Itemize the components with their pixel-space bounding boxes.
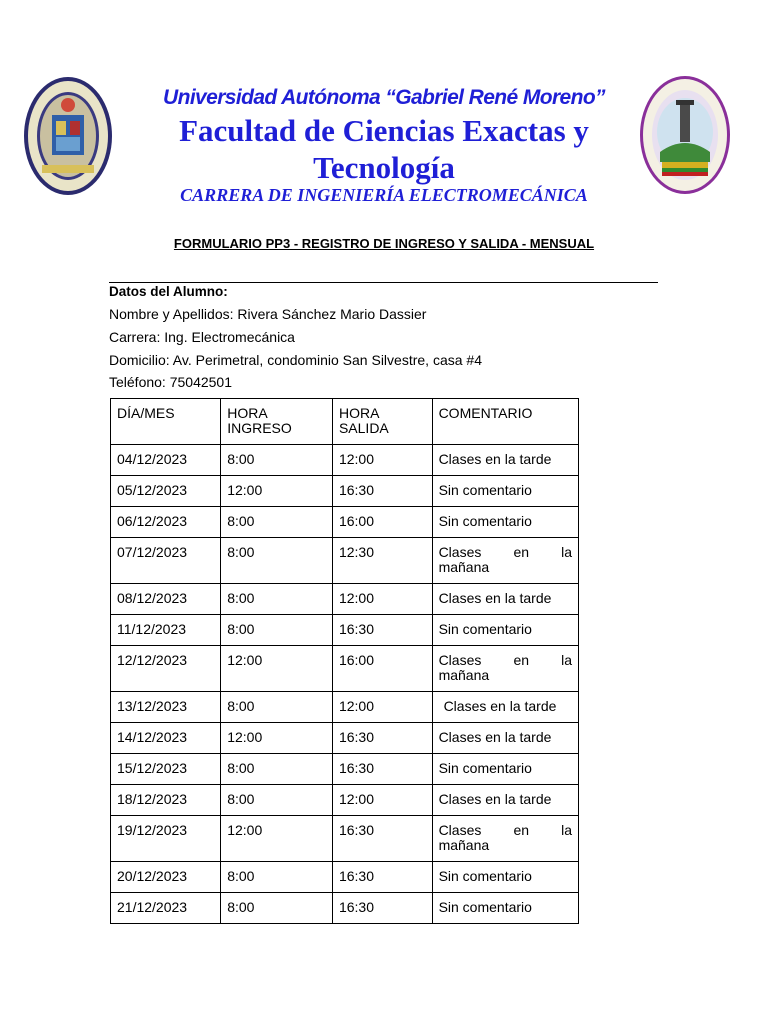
- cell-hora-ingreso: 8:00: [221, 445, 333, 476]
- header-day-month: [111, 399, 221, 445]
- cell-hora-salida: 12:00: [332, 692, 432, 723]
- cell-comment: [432, 816, 578, 862]
- cell-hora-salida: 16:30: [332, 862, 432, 893]
- cell-date: 14/12/2023: [111, 723, 221, 754]
- student-career: Carrera: Ing. Electromecánica: [109, 329, 295, 345]
- header-hora-ingreso: [221, 399, 333, 445]
- cell-hora-ingreso: 8:00: [221, 584, 333, 615]
- form-title-text: FORMULARIO PP3 - REGISTRO DE INGRESO Y SALIDA - MENSUAL: [173, 236, 595, 251]
- cell-comment: Sin comentario: [432, 862, 578, 893]
- cell-comment: Clases en la tarde: [432, 692, 578, 723]
- cell-comment: Sin comentario: [432, 754, 578, 785]
- cell-date: 08/12/2023: [111, 584, 221, 615]
- comment-line2: mañana: [438, 559, 490, 575]
- cell-hora-ingreso: 8:00: [221, 538, 333, 584]
- cell-date: 13/12/2023: [111, 692, 221, 723]
- cell-comment: Sin comentario: [432, 507, 578, 538]
- student-address: Domicilio: Av. Perimetral, condominio San Silvestre, casa #4: [109, 352, 482, 368]
- cell-comment: [432, 538, 578, 584]
- comment-line1: Clases en la: [438, 652, 572, 668]
- attendance-table: [110, 398, 579, 924]
- cell-hora-ingreso: 8:00: [221, 507, 333, 538]
- student-name: Nombre y Apellidos: Rivera Sánchez Mario Dassier: [109, 306, 427, 322]
- header-hora-salida-line2: SALIDA: [338, 420, 389, 436]
- cell-hora-salida: 16:30: [332, 816, 432, 862]
- faculty-name: [140, 112, 628, 186]
- cell-date: 18/12/2023: [111, 785, 221, 816]
- cell-hora-salida: 16:30: [332, 723, 432, 754]
- header-hora-salida: [332, 399, 432, 445]
- table-row: [111, 507, 579, 538]
- form-title: [0, 236, 768, 251]
- cell-comment: Clases en la tarde: [432, 584, 578, 615]
- table-row: [111, 816, 579, 862]
- cell-hora-ingreso: 8:00: [221, 785, 333, 816]
- cell-date: 20/12/2023: [111, 862, 221, 893]
- table-row: [111, 723, 579, 754]
- cell-hora-salida: 16:30: [332, 754, 432, 785]
- cell-comment: [432, 646, 578, 692]
- cell-hora-ingreso: 12:00: [221, 816, 333, 862]
- header-hora-ingreso-line1: HORA: [227, 405, 268, 421]
- cell-date: 19/12/2023: [111, 816, 221, 862]
- student-section-label: Datos del Alumno:: [109, 284, 228, 299]
- cell-date: 15/12/2023: [111, 754, 221, 785]
- university-name: Universidad Autónoma “Gabriel René Moreno”: [163, 86, 605, 109]
- cell-date: 05/12/2023: [111, 476, 221, 507]
- comment-line2: mañana: [438, 837, 490, 853]
- cell-hora-salida: 16:00: [332, 507, 432, 538]
- cell-date: 07/12/2023: [111, 538, 221, 584]
- cell-date: 06/12/2023: [111, 507, 221, 538]
- career-title: CARRERA DE INGENIERÍA ELECTROMECÁNICA: [180, 185, 588, 205]
- divider: [109, 282, 658, 283]
- cell-comment: Clases en la tarde: [432, 723, 578, 754]
- comment-line1: Clases en la: [438, 544, 572, 560]
- cell-hora-salida: 16:30: [332, 476, 432, 507]
- header-hora-ingreso-line2: INGRESO: [227, 420, 292, 436]
- cell-date: 12/12/2023: [111, 646, 221, 692]
- cell-comment: Sin comentario: [432, 893, 578, 924]
- table-row: [111, 754, 579, 785]
- cell-date: 21/12/2023: [111, 893, 221, 924]
- cell-date: 04/12/2023: [111, 445, 221, 476]
- table-row: [111, 538, 579, 584]
- table-header-row: [111, 399, 579, 445]
- table-row: [111, 692, 579, 723]
- header-comentario-label: COMENTARIO: [438, 405, 533, 421]
- cell-hora-salida: 16:30: [332, 893, 432, 924]
- comment-line1: Clases en la: [438, 822, 572, 838]
- cell-hora-ingreso: 8:00: [221, 893, 333, 924]
- cell-hora-salida: 12:00: [332, 445, 432, 476]
- cell-hora-ingreso: 12:00: [221, 646, 333, 692]
- cell-hora-ingreso: 8:00: [221, 862, 333, 893]
- faculty-name-line2: Tecnología: [313, 150, 455, 185]
- cell-hora-ingreso: 8:00: [221, 754, 333, 785]
- cell-comment: Sin comentario: [432, 476, 578, 507]
- cell-comment: Clases en la tarde: [432, 785, 578, 816]
- table-row: [111, 893, 579, 924]
- header-day-month-label: DÍA/MES: [117, 405, 175, 421]
- cell-comment: Sin comentario: [432, 615, 578, 646]
- table-row: [111, 615, 579, 646]
- cell-hora-ingreso: 12:00: [221, 723, 333, 754]
- cell-hora-ingreso: 8:00: [221, 615, 333, 646]
- faculty-name-line1: Facultad de Ciencias Exactas y: [179, 113, 589, 148]
- table-row: [111, 646, 579, 692]
- table-row: [111, 445, 579, 476]
- cell-hora-salida: 12:30: [332, 538, 432, 584]
- table-row: [111, 862, 579, 893]
- cell-hora-salida: 16:30: [332, 615, 432, 646]
- cell-comment: Clases en la tarde: [432, 445, 578, 476]
- cell-date: 11/12/2023: [111, 615, 221, 646]
- student-phone: Teléfono: 75042501: [109, 374, 232, 390]
- header-comentario: [432, 399, 578, 445]
- cell-hora-ingreso: 12:00: [221, 476, 333, 507]
- cell-hora-salida: 16:00: [332, 646, 432, 692]
- table-row: [111, 476, 579, 507]
- cell-hora-salida: 12:00: [332, 584, 432, 615]
- cell-hora-ingreso: 8:00: [221, 692, 333, 723]
- header-hora-salida-line1: HORA: [338, 405, 380, 421]
- comment-line2: mañana: [438, 667, 490, 683]
- table-row: [111, 785, 579, 816]
- cell-hora-salida: 12:00: [332, 785, 432, 816]
- table-row: [111, 584, 579, 615]
